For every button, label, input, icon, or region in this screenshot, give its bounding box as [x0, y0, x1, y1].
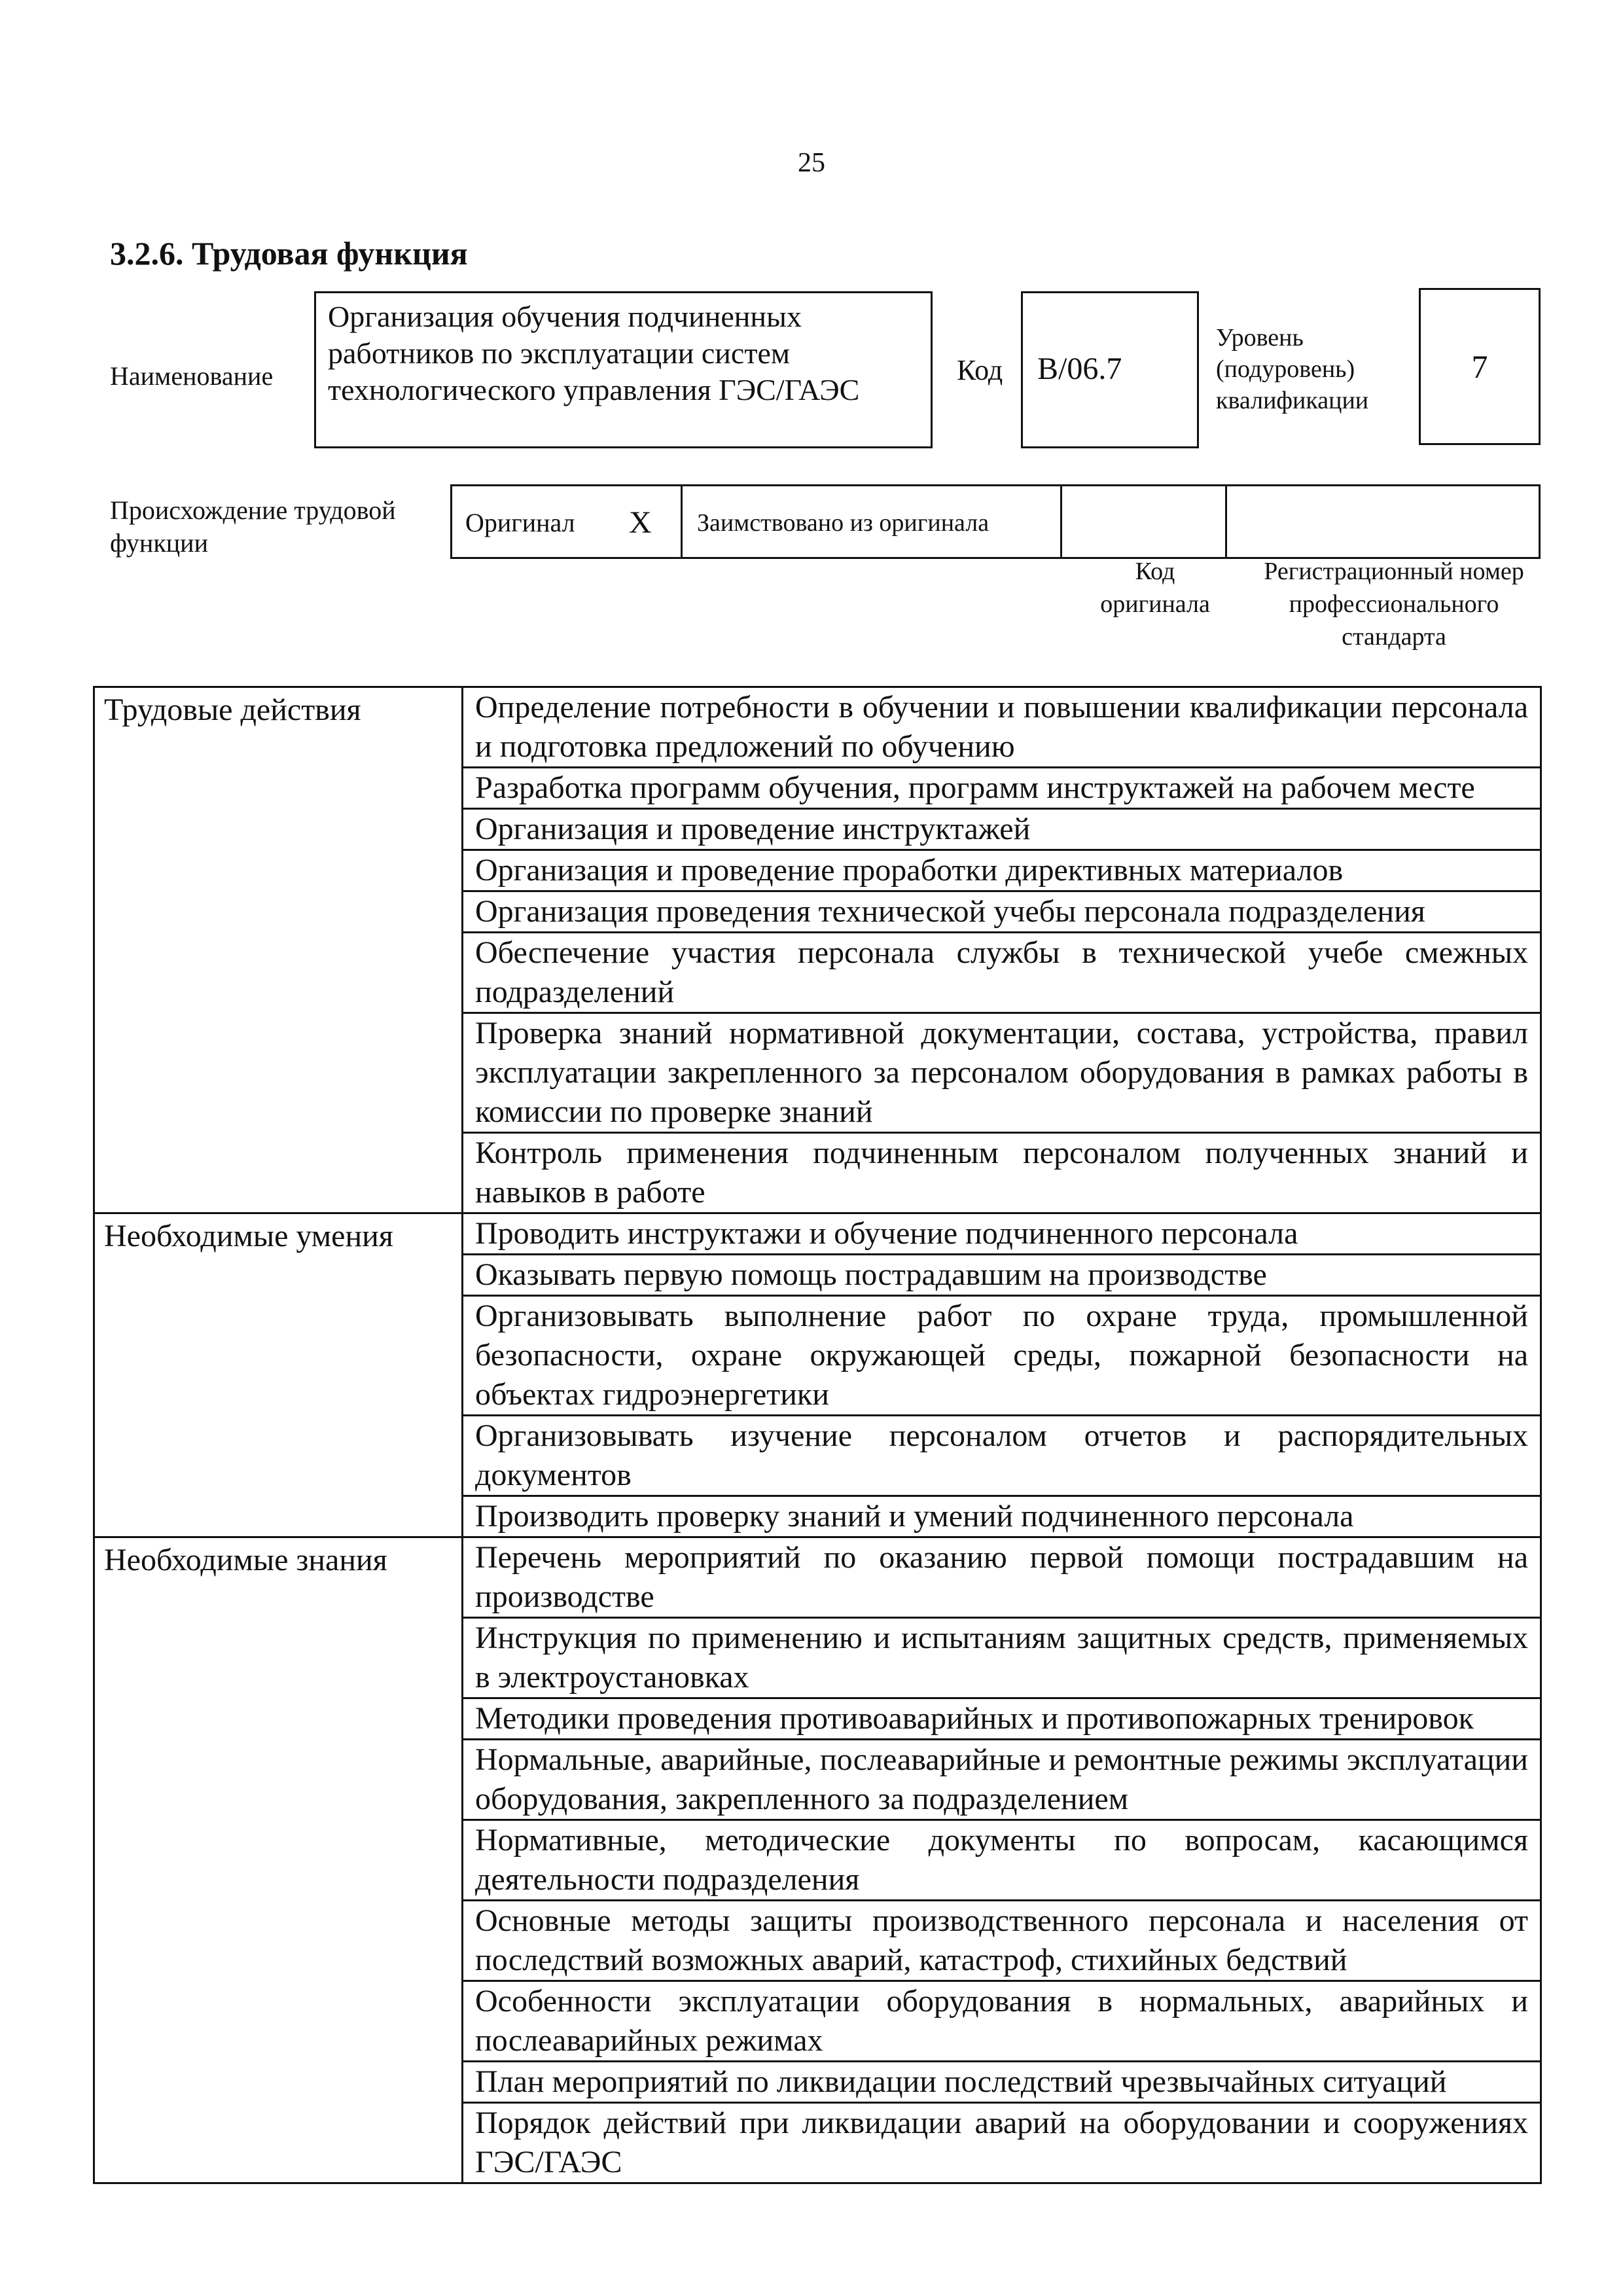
origin-code-cell [1062, 486, 1227, 557]
origin-reg-caption: Регистрационный номер профессионального стандарта [1264, 558, 1524, 651]
origin-borrowed-cell: Заимствовано из оригинала [683, 486, 1062, 557]
item-cell: Определение потребности в обучении и повышении квалификации персонала и подготовка предложений по обучению [463, 687, 1541, 768]
name-label: Наименование [110, 361, 274, 391]
item-cell: Производить проверку знаний и умений подчиненного персонала [463, 1496, 1541, 1537]
item-cell: Проверка знаний нормативной документации, состава, устройства, правил эксплуатации закрепленного за персоналом оборудования в рамках работы в комиссии по проверке знаний [463, 1013, 1541, 1133]
item-cell: Особенности эксплуатации оборудования в нормальных, аварийных и послеаварийных режимах [463, 1981, 1541, 2062]
origin-reg-number-cell [1227, 486, 1539, 557]
origin-label: Происхождение трудовой функции [110, 495, 396, 558]
category-cell: Необходимые умения [94, 1213, 463, 1537]
item-cell: Организовывать изучение персоналом отчетов и распорядительных документов [463, 1416, 1541, 1496]
section-title: 3.2.6. Трудовая функция [110, 235, 468, 272]
item-cell: Организация и проведение инструктажей [463, 809, 1541, 850]
item-cell: Перечень мероприятий по оказанию первой помощи пострадавшим на производстве [463, 1537, 1541, 1618]
item-cell: Проводить инструктажи и обучение подчиненного персонала [463, 1213, 1541, 1255]
item-cell: Порядок действий при ликвидации аварий на оборудовании и сооружениях ГЭС/ГАЭС [463, 2103, 1541, 2183]
item-cell: Обеспечение участия персонала службы в технической учебе смежных подразделений [463, 933, 1541, 1013]
origin-original-cell [452, 486, 683, 557]
item-cell: Оказывать первую помощь пострадавшим на производстве [463, 1255, 1541, 1296]
item-cell: Основные методы защиты производственного персонала и населения от последствий возможных аварий, катастроф, стихийных бедствий [463, 1901, 1541, 1981]
origin-code-caption: Код оригинала [1100, 558, 1210, 618]
category-cell: Трудовые действия [94, 687, 463, 1213]
table-row [94, 687, 1541, 768]
qualification-level-box: 7 [1419, 288, 1541, 445]
item-cell: Нормативные, методические документы по вопросам, касающимся деятельности подразделения [463, 1820, 1541, 1901]
item-cell: Организация и проведение проработки директивных материалов [463, 850, 1541, 891]
item-cell: План мероприятий по ликвидации последствий чрезвычайных ситуаций [463, 2062, 1541, 2103]
origin-original-mark: Х [629, 505, 652, 540]
item-cell: Инструкция по применению и испытаниям защитных средств, применяемых в электроустановках [463, 1618, 1541, 1698]
code-label: Код [957, 354, 1003, 386]
origin-table [450, 484, 1541, 559]
function-code-box: B/06.7 [1021, 291, 1199, 448]
category-cell: Необходимые знания [94, 1537, 463, 2183]
item-cell: Организовывать выполнение работ по охране труда, промышленной безопасности, охране окружающей среды, пожарной безопасности на объектах гидроэнергетики [463, 1296, 1541, 1416]
competency-table [93, 686, 1542, 2184]
item-cell: Разработка программ обучения, программ инструктажей на рабочем месте [463, 768, 1541, 809]
item-cell: Методики проведения противоаварийных и противопожарных тренировок [463, 1698, 1541, 1740]
item-cell: Организация проведения технической учебы персонала подразделения [463, 891, 1541, 933]
page-number: 25 [798, 148, 825, 178]
item-cell: Контроль применения подчиненным персоналом полученных знаний и навыков в работе [463, 1133, 1541, 1213]
item-cell: Нормальные, аварийные, послеаварийные и ремонтные режимы эксплуатации оборудования, закрепленного за подразделением [463, 1740, 1541, 1820]
table-row [94, 1537, 1541, 1618]
table-row [94, 1213, 1541, 1255]
qualification-level-label: Уровень (подуровень) квалификации [1216, 324, 1369, 414]
function-name-box: Организация обучения подчиненных работников по эксплуатации систем технологического управления ГЭС/ГАЭС [314, 291, 933, 448]
origin-original-label: Оригинал [465, 508, 575, 537]
